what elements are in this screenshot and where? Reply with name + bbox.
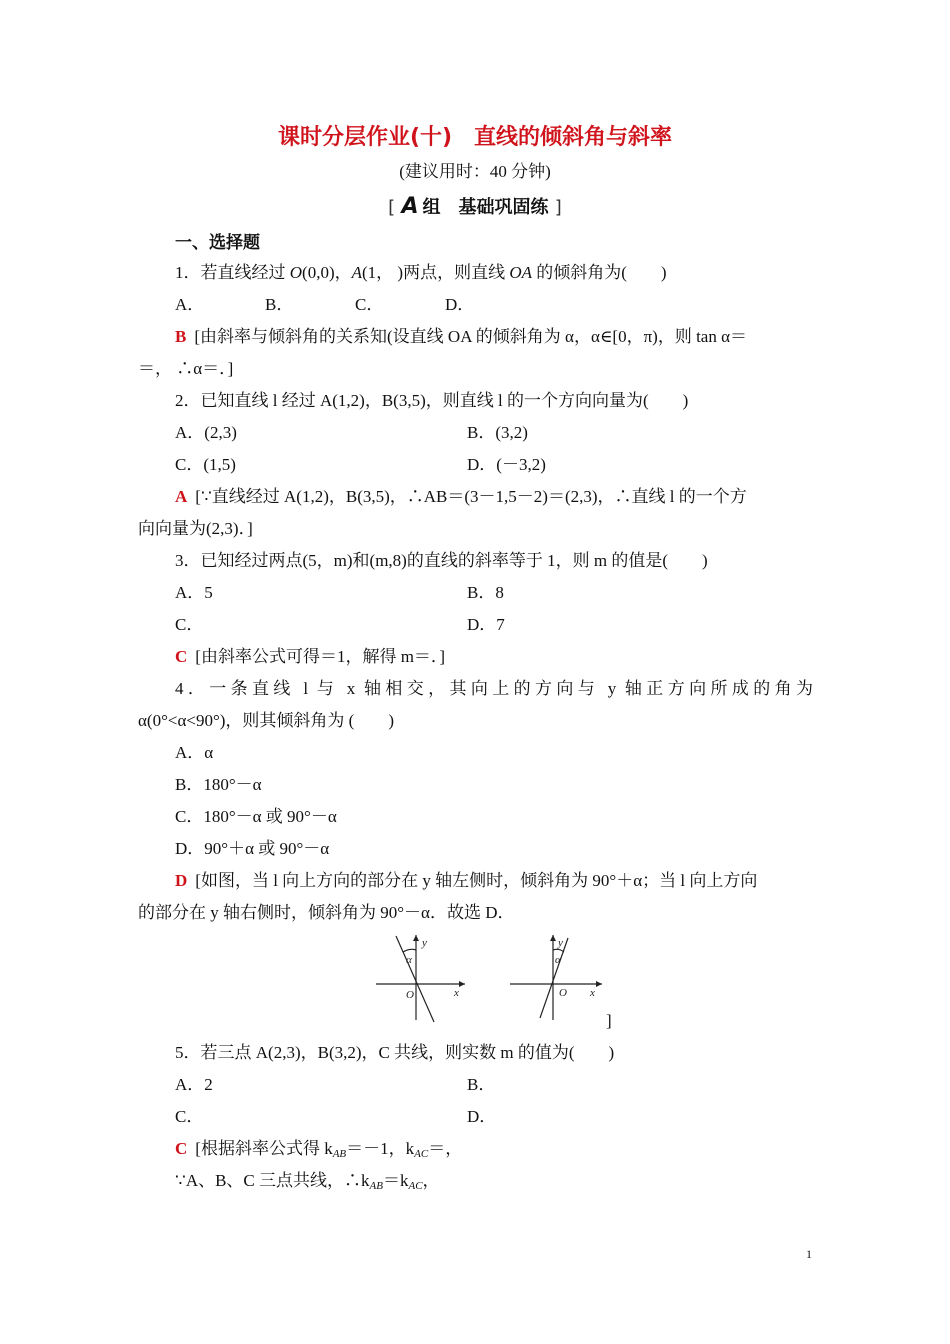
- q3-option-d: D．7: [467, 615, 505, 634]
- q5-exp2-a: ∵A、B、C 三点共线，∴k: [175, 1171, 370, 1190]
- bracket-close: ]: [554, 197, 562, 218]
- q2-option-a: A．(2,3): [175, 423, 237, 442]
- q5-exp2-c: ＝k: [382, 1171, 409, 1190]
- q1-option-d: D．: [445, 295, 475, 314]
- q4-option-c: C．180°－α 或 90°－α: [175, 807, 337, 826]
- bracket-open: [: [388, 197, 396, 218]
- q1-line-oa: OA: [509, 263, 532, 282]
- q1-text-b: (0,0)，: [302, 263, 352, 282]
- left-y-label: y: [422, 937, 427, 949]
- question-3-answer: [175, 646, 445, 668]
- q5-exp1-sub-ab: AB: [332, 1148, 347, 1160]
- question-5-answer: [175, 1138, 462, 1165]
- right-y-arrow-icon: [550, 935, 556, 941]
- q1-text-c: (1， )两点，则直线: [362, 263, 510, 282]
- q5-explanation-line2: [175, 1170, 440, 1197]
- q5-option-d: D．: [467, 1107, 497, 1126]
- right-x-label: x: [590, 987, 595, 999]
- q1-option-c: C．: [355, 295, 384, 314]
- question-5-stem: 5．若三点 A(2,3)，B(3,2)，C 共线，则实数 m 的值为( ): [175, 1043, 615, 1062]
- q1-text-d: 的倾斜角为( ): [532, 263, 667, 282]
- q4-answer-letter: D: [175, 871, 188, 890]
- q1-explanation-line2: ＝， ∴α＝．]: [138, 359, 234, 378]
- left-line-l: [396, 936, 434, 1022]
- q5-option-a: A．2: [175, 1075, 213, 1094]
- q4-figure: [370, 930, 610, 1030]
- q2-option-d: D．(－3,2): [467, 455, 546, 474]
- right-y-label: y: [558, 937, 563, 949]
- question-4-answer: [175, 870, 757, 892]
- q3-option-a: A．5: [175, 583, 213, 602]
- question-2-answer: [175, 486, 747, 508]
- q1-explanation-line1: [由斜率与倾斜角的关系知(设直线 OA 的倾斜角为 α，α∈[0，π)，则 tan α＝: [194, 327, 748, 346]
- group-label: 组 基础巩固练: [422, 197, 549, 218]
- q1-point-o: O: [289, 263, 303, 282]
- question-1-options: [175, 294, 475, 316]
- q5-exp2-sub-ab: AB: [369, 1180, 383, 1192]
- q4-close-bracket: ]: [606, 1011, 612, 1030]
- q1-answer-letter: B: [175, 327, 187, 346]
- q5-exp1-sub-ac: AC: [414, 1148, 429, 1160]
- right-alpha-label: α: [555, 954, 561, 966]
- left-origin-label: O: [406, 989, 414, 1001]
- right-alpha-arc: [553, 949, 564, 952]
- question-1-stem: [175, 262, 667, 284]
- page-title: 课时分层作业(十) 直线的倾斜角与斜率: [277, 125, 673, 150]
- axes-diagram: [370, 930, 610, 1025]
- q1-text-a: 1．若直线经过: [175, 263, 290, 282]
- question-3-stem: 3．已知经过两点(5，m)和(m,8)的直线的斜率等于 1，则 m 的值是( ): [175, 551, 708, 570]
- q4-option-d: D．90°＋α 或 90°－α: [175, 839, 330, 858]
- q5-exp1-c: ＝－1，k: [346, 1139, 415, 1158]
- q4-explanation-line2: 的部分在 y 轴右侧时，倾斜角为 90°－α．故选 D．: [138, 903, 515, 922]
- right-origin-label: O: [559, 987, 567, 999]
- q5-exp1-a: [根据斜率公式得 k: [195, 1139, 333, 1158]
- q2-explanation-line2: 向向量为(2,3)．]: [138, 519, 253, 538]
- q2-option-c: C．(1,5): [175, 455, 236, 474]
- q4-option-a: A．α: [175, 743, 214, 762]
- q3-answer-letter: C: [175, 647, 188, 666]
- group-letter: A: [401, 194, 419, 219]
- q5-exp2-sub-ac: AC: [408, 1180, 423, 1192]
- q3-explanation: [由斜率公式可得＝1，解得 m＝．]: [195, 647, 446, 666]
- section-heading: 一、选择题: [175, 233, 260, 253]
- q3-option-c: C．: [175, 615, 204, 634]
- q2-explanation-line1: [∵直线经过 A(1,2)，B(3,5)，∴AB＝(3－1,5－2)＝(2,3)，∴直线 l 的一个方: [195, 487, 747, 506]
- q1-point-a: A: [351, 263, 362, 282]
- left-y-arrow-icon: [413, 935, 419, 941]
- left-alpha-arc: [403, 949, 416, 952]
- q5-option-b: B．: [467, 1075, 496, 1094]
- q4-explanation-line1: [如图，当 l 向上方向的部分在 y 轴左侧时，倾斜角为 90°＋α；当 l 向上方向: [195, 871, 758, 890]
- q2-answer-letter: A: [175, 487, 188, 506]
- right-x-arrow-icon: [596, 981, 602, 987]
- q1-option-b: B．: [265, 295, 294, 314]
- left-x-label: x: [454, 987, 459, 999]
- q4-option-b: B．180°－α: [175, 775, 262, 794]
- q5-exp2-e: ，: [422, 1171, 440, 1190]
- q5-exp1-e: ＝，: [428, 1139, 463, 1158]
- left-alpha-label: α: [406, 954, 412, 966]
- q5-option-c: C．: [175, 1107, 204, 1126]
- q5-answer-letter: C: [175, 1139, 188, 1158]
- q1-option-a: A．: [175, 295, 205, 314]
- q4-stem-text1: 4．一条直线 l 与 x 轴相交，其向上的方向与 y 轴正方向所成的角为: [175, 679, 813, 698]
- question-4-stem-line2: α(0°<α<90°)，则其倾斜角为 ( ): [138, 711, 394, 730]
- q2-option-b: B．(3,2): [467, 423, 528, 442]
- left-x-arrow-icon: [459, 981, 465, 987]
- q3-option-b: B．8: [467, 583, 504, 602]
- question-2-stem: 2．已知直线 l 经过 A(1,2)，B(3,5)，则直线 l 的一个方向向量为( ): [175, 391, 689, 410]
- question-1-answer: [175, 326, 747, 348]
- page-number: 1: [806, 1247, 812, 1261]
- suggested-time: (建议用时：40 分钟): [399, 162, 551, 181]
- question-4-stem-line1: [175, 678, 813, 700]
- group-banner: [0, 193, 950, 219]
